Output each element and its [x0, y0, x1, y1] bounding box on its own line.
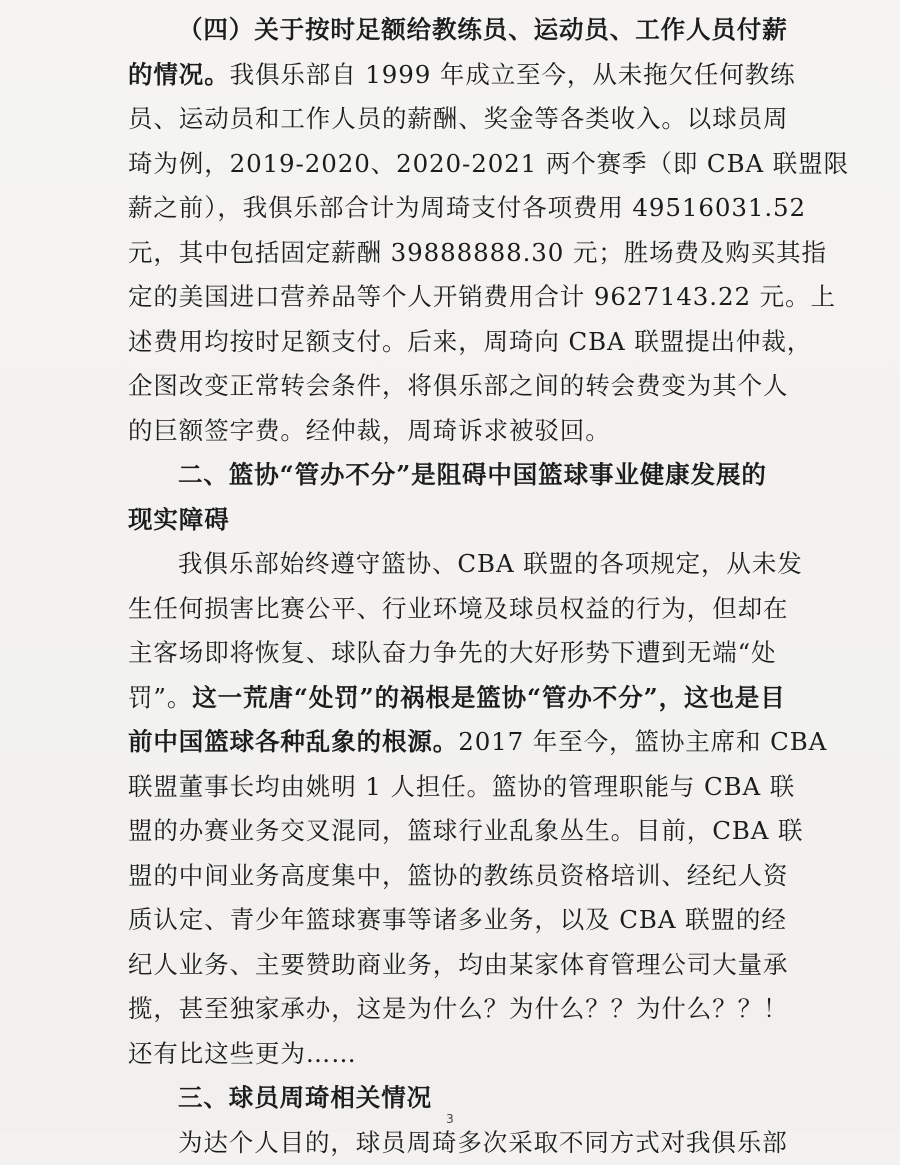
text-segment: 元，其中包括固定薪酬 39888888.30 元；胜场费及购买其指: [128, 238, 827, 267]
text-line: [128, 898, 800, 943]
text-segment: 琦为例，2019-2020、2020-2021 两个赛季（即 CBA 联盟限: [128, 149, 849, 178]
text-line: [128, 97, 800, 142]
text-line: [128, 854, 800, 899]
text-line: [128, 142, 800, 187]
text-segment: 盟的办赛业务交叉混同，篮球行业乱象丛生。目前，CBA 联: [128, 816, 803, 845]
text-segment: 生任何损害比赛公平、行业环境及球员权益的行为，但却在: [128, 594, 788, 623]
text-line: [128, 8, 800, 53]
text-line: [128, 1121, 800, 1165]
text-line: [128, 587, 800, 632]
text-line: [128, 364, 800, 409]
text-segment: 员、运动员和工作人员的薪酬、奖金等各类收入。以球员周: [128, 104, 788, 133]
text-line: [128, 720, 800, 765]
text-segment: 企图改变正常转会条件，将俱乐部之间的转会费变为其个人: [128, 371, 788, 400]
bold-text-segment: 二、篮协“管办不分”是阻碍中国篮球事业健康发展的: [178, 460, 767, 489]
document-body: [128, 8, 800, 1165]
text-segment: 2017 年至今，篮协主席和 CBA: [458, 727, 827, 756]
text-line: [128, 631, 800, 676]
text-segment: 还有比这些更为……: [128, 1039, 357, 1068]
text-line: [128, 320, 800, 365]
bold-text-segment: 这一荒唐“处罚”的祸根是篮协“管办不分”，这也是目: [192, 683, 785, 712]
text-segment: 揽，甚至独家承办，这是为什么？为什么？？为什么？？！: [128, 994, 788, 1023]
text-line: [128, 186, 800, 231]
text-segment: 我俱乐部自 1999 年成立至今，从未拖欠任何教练: [230, 60, 796, 89]
text-segment: 主客场即将恢复、球队奋力争先的大好形势下遭到无端“处: [128, 638, 776, 667]
text-segment: 质认定、青少年篮球赛事等诸多业务，以及 CBA 联盟的经: [128, 905, 787, 934]
text-line: [128, 943, 800, 988]
text-segment: 联盟董事长均由姚明 1 人担任。篮协的管理职能与 CBA 联: [128, 772, 795, 801]
text-segment: 盟的中间业务高度集中，篮协的教练员资格培训、经纪人资: [128, 861, 788, 890]
text-line: [128, 409, 800, 454]
text-line: [128, 676, 800, 721]
text-line: [128, 542, 800, 587]
text-segment: 薪之前），我俱乐部合计为周琦支付各项费用 49516031.52: [128, 193, 806, 222]
bold-text-segment: 三、球员周琦相关情况: [178, 1083, 432, 1112]
page-number: 3: [0, 1112, 900, 1126]
text-line: [128, 275, 800, 320]
bold-text-segment: 现实障碍: [128, 505, 230, 534]
text-line: [128, 53, 800, 98]
text-segment: 罚”。: [128, 683, 192, 712]
text-line: [128, 765, 800, 810]
text-segment: 述费用均按时足额支付。后来，周琦向 CBA 联盟提出仲裁，: [128, 327, 812, 356]
text-line: [128, 987, 800, 1032]
text-line: [128, 1032, 800, 1077]
bold-text-segment: 的情况。: [128, 60, 230, 89]
text-segment: 定的美国进口营养品等个人开销费用合计 9627143.22 元。上: [128, 282, 836, 311]
bold-text-segment: （四）关于按时足额给教练员、运动员、工作人员付薪: [178, 15, 788, 44]
bold-text-segment: 前中国篮球各种乱象的根源。: [128, 727, 458, 756]
text-segment: 为达个人目的，球员周琦多次采取不同方式对我俱乐部: [178, 1128, 788, 1157]
text-line: [128, 231, 800, 276]
text-segment: 我俱乐部始终遵守篮协、CBA 联盟的各项规定，从未发: [178, 549, 803, 578]
text-line: [128, 498, 800, 543]
text-segment: 纪人业务、主要赞助商业务，均由某家体育管理公司大量承: [128, 950, 788, 979]
text-segment: 的巨额签字费。经仲裁，周琦诉求被驳回。: [128, 416, 611, 445]
text-line: [128, 453, 800, 498]
text-line: [128, 809, 800, 854]
